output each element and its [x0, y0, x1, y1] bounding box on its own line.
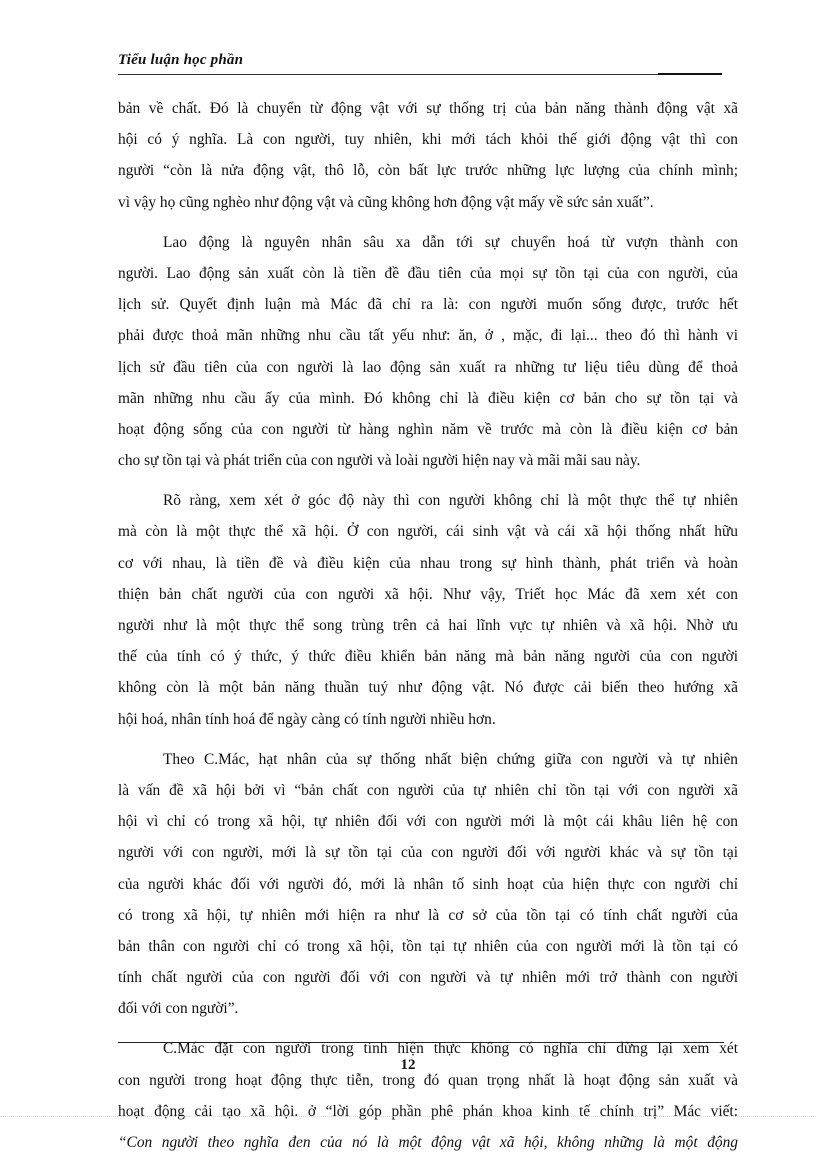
text-line: Rõ ràng, xem xét ở góc độ này thì con người không chỉ là một thực thể tự nhiên	[163, 492, 738, 510]
text-line: con người trong hoạt động thực tiễn, trong đó quan trọng nhất là hoạt động sản xuất và	[118, 1071, 738, 1089]
text-line: hội hoá, nhân tính hoá để ngày càng có tính người nhiều hơn.	[118, 710, 496, 728]
text-line: Lao động là nguyên nhân sâu xa dẫn tới sự chuyển hoá từ vượn thành con	[163, 233, 738, 251]
paragraph	[118, 744, 738, 1025]
paragraph	[118, 93, 738, 218]
text-line: C.Mác đặt con người trong tính hiện thực không có nghĩa chỉ dừng lại xem xét	[163, 1040, 738, 1058]
text-line: lịch sử. Quyết định luận mà Mác đã chỉ ra là: con người muốn sống được, trước hết	[118, 296, 738, 314]
header-rule-accent	[658, 73, 722, 75]
text-line: người như là một thực thể song trùng trên cả hai lĩnh vực tự nhiên và xã hội. Nhờ ưu	[118, 617, 738, 634]
page-number: 12	[400, 1057, 416, 1073]
text-line: hội vì chỉ có trong xã hội, tự nhiên đối với con người mới là một cái khâu liên hệ con	[118, 813, 738, 831]
text-line: thế của tính có ý thức, ý thức điều khiển bản năng mà bản năng người của con người	[118, 648, 738, 666]
quote-line: “Con người theo nghĩa đen của nó là một động vật xã hội, không những là một động	[118, 1134, 738, 1151]
text-line: vì vậy họ cũng nghèo như động vật và cũng không hơn động vật mấy về sức sản xuất”.	[118, 193, 654, 211]
text-line: mà còn là một thực thể xã hội. Ở con người, cái sinh vật và cái xã hội thống nhất hữu	[118, 523, 738, 541]
header-rule	[118, 74, 658, 75]
footer-rule	[118, 1042, 724, 1043]
paragraph	[118, 227, 738, 477]
text-line: đối với con người”.	[118, 1000, 239, 1018]
text-line: phải được thoả mãn những nhu cầu tất yếu như: ăn, ở , mặc, đi lại... theo đó thì hành vi	[118, 327, 738, 345]
text-line: của người khác đối với người đó, mới là nhân tố sinh hoạt của hiện thực con người chỉ	[118, 875, 738, 893]
text-line: bản thân con người chỉ có trong xã hội, tồn tại tự nhiên của con người mới là tồn tại có	[118, 937, 738, 955]
text-line: người. Lao động sản xuất còn là tiền đề đầu tiên của mọi sự tồn tại của con người, của	[118, 264, 738, 282]
text-line: hoạt động cải tạo xã hội. ở “lời góp phần phê phán khoa kinh tế chính trị” Mác viết:	[118, 1102, 738, 1120]
text-line: hội có ý nghĩa. Là con người, tuy nhiên, khi mới tách khỏi thế giới động vật thì con	[118, 131, 738, 149]
text-line: là vấn đề xã hội bởi vì “bản chất con người của tự nhiên chỉ tồn tại với con người xã	[118, 781, 738, 799]
text-line: người với con người, mới là sự tồn tại của con người đối với người khác và sự tồn tại	[118, 844, 738, 862]
text-line: người “còn là nửa động vật, thô lỗ, còn bất lực trước những lực lượng của chính mình;	[118, 162, 738, 180]
text-line: cơ với nhau, là tiền đề và điều kiện của nhau trong sự hình thành, phát triển và hoàn	[118, 554, 738, 572]
text-line: không còn là một bản năng thuần tuý như động vật. Nó được cải biến theo hướng xã	[118, 679, 738, 697]
page-edge	[0, 1116, 816, 1117]
header-title: Tiểu luận học phần	[118, 52, 244, 68]
body-text	[118, 93, 738, 1158]
paragraph	[118, 1033, 738, 1158]
paragraph-gap	[118, 476, 738, 485]
text-line: có trong xã hội, tự nhiên mới hiện ra như là cơ sở của tồn tại có tính chất người của	[118, 906, 738, 924]
text-line: Theo C.Mác, hạt nhân của sự thống nhất biện chứng giữa con người và tự nhiên	[163, 750, 738, 768]
text-line: cho sự tồn tại và phát triển của con người và loài người hiện nay và mãi mãi sau này.	[118, 452, 641, 470]
paragraph-gap	[118, 218, 738, 227]
paragraph-gap	[118, 735, 738, 744]
paragraph	[118, 485, 738, 735]
page-header	[118, 52, 722, 78]
paragraph-gap	[118, 1024, 738, 1033]
text-line: lịch sử đầu tiên của con người là lao động sản xuất ra những tư liệu tiêu dùng để thoả	[118, 358, 738, 376]
text-line: thiện bản chất người của con người xã hội. Như vậy, Triết học Mác đã xem xét con	[118, 585, 738, 603]
text-line: bản về chất. Đó là chuyển từ động vật với sự thống trị của bản năng thành động vật xã	[118, 100, 738, 117]
text-line: tính chất người của con người đối với con người và tự nhiên mới trở thành con người	[118, 969, 738, 987]
text-line: mãn những nhu cầu ấy của mình. Đó không chỉ là điều kiện cơ bản cho sự tồn tại và	[118, 389, 738, 407]
text-line: hoạt động sống của con người từ hàng nghìn năm về trước mà còn là điều kiện cơ bản	[118, 420, 738, 438]
